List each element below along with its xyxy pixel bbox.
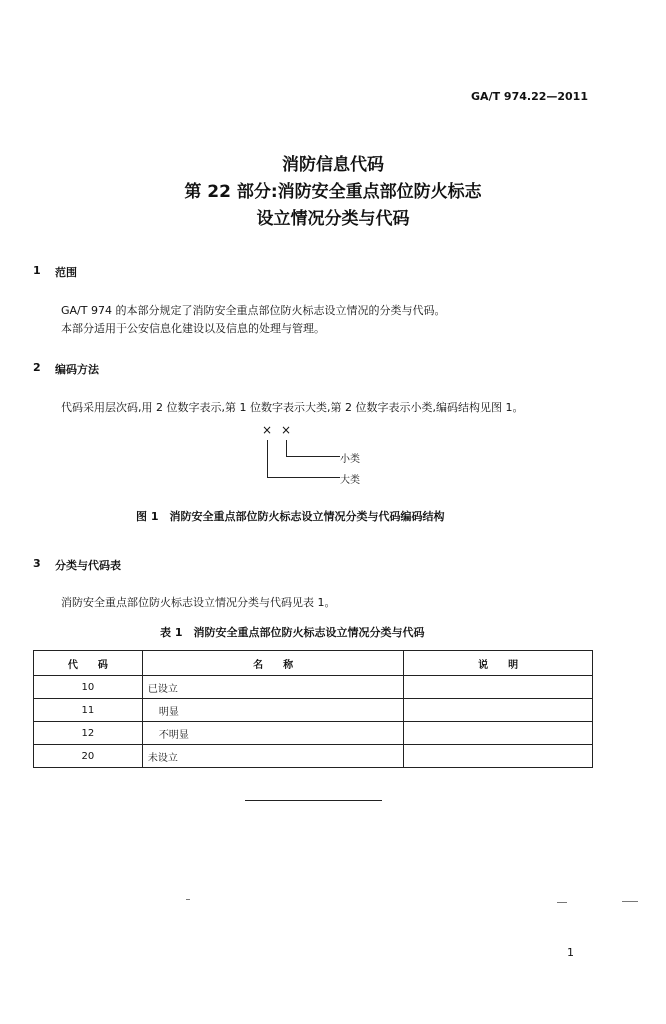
major-digit-mark: × — [262, 423, 273, 437]
doc-title-line2: 第 22 部分:消防安全重点部位防火标志 — [184, 182, 482, 202]
section-3-title: 分类与代码表 — [55, 559, 121, 572]
section-2-title: 编码方法 — [55, 363, 99, 376]
note-cell — [404, 676, 593, 699]
minor-class-label: 小类 — [340, 454, 360, 465]
column-header-code: 代 码 — [34, 651, 143, 676]
note-cell — [404, 699, 593, 722]
table-row — [34, 676, 593, 699]
table-caption: 表 1 消防安全重点部位防火标志设立情况分类与代码 — [160, 626, 425, 639]
table-row — [34, 722, 593, 745]
column-header-note: 说 明 — [404, 651, 593, 676]
scan-speck — [557, 902, 567, 903]
name-cell: 明显 — [142, 699, 404, 722]
section-1-paragraph: GA/T 974 的本部分规定了消防安全重点部位防火标志设立情况的分类与代码。 — [61, 304, 446, 317]
major-connector-horizontal — [267, 477, 340, 478]
doc-title-line3: 设立情况分类与代码 — [256, 209, 410, 229]
major-class-label: 大类 — [340, 475, 360, 486]
table-row — [34, 699, 593, 722]
name-cell: 不明显 — [142, 722, 404, 745]
code-cell: 10 — [34, 676, 143, 699]
code-cell: 20 — [34, 745, 143, 768]
section-2-paragraph: 代码采用层次码,用 2 位数字表示,第 1 位数字表示大类,第 2 位数字表示小类,编码结构见图 1。 — [61, 401, 524, 414]
section-1-number: 1 — [33, 264, 41, 277]
section-3-number: 3 — [33, 557, 41, 570]
code-cell: 11 — [34, 699, 143, 722]
major-connector-vertical — [267, 440, 268, 478]
standard-code: GA/T 974.22—2011 — [471, 90, 588, 103]
scan-speck — [622, 901, 638, 902]
code-cell: 12 — [34, 722, 143, 745]
classification-table — [33, 650, 593, 768]
minor-digit-mark: × — [281, 423, 292, 437]
minor-connector-vertical — [286, 440, 287, 457]
end-of-text-rule — [245, 800, 382, 801]
minor-connector-horizontal — [286, 456, 340, 457]
column-header-name: 名 称 — [142, 651, 404, 676]
note-cell — [404, 722, 593, 745]
scan-speck — [186, 899, 190, 900]
table-row — [34, 745, 593, 768]
section-3-paragraph: 消防安全重点部位防火标志设立情况分类与代码见表 1。 — [61, 596, 336, 609]
section-1-paragraph: 本部分适用于公安信息化建设以及信息的处理与管理。 — [61, 322, 325, 335]
name-cell: 未设立 — [142, 745, 404, 768]
table-header-row — [34, 651, 593, 676]
figure-caption: 图 1 消防安全重点部位防火标志设立情况分类与代码编码结构 — [136, 510, 445, 523]
page-number: 1 — [567, 946, 574, 959]
section-2-number: 2 — [33, 361, 41, 374]
note-cell — [404, 745, 593, 768]
section-1-title: 范围 — [55, 266, 77, 279]
name-cell: 已设立 — [142, 676, 404, 699]
doc-title-line1: 消防信息代码 — [282, 155, 384, 175]
